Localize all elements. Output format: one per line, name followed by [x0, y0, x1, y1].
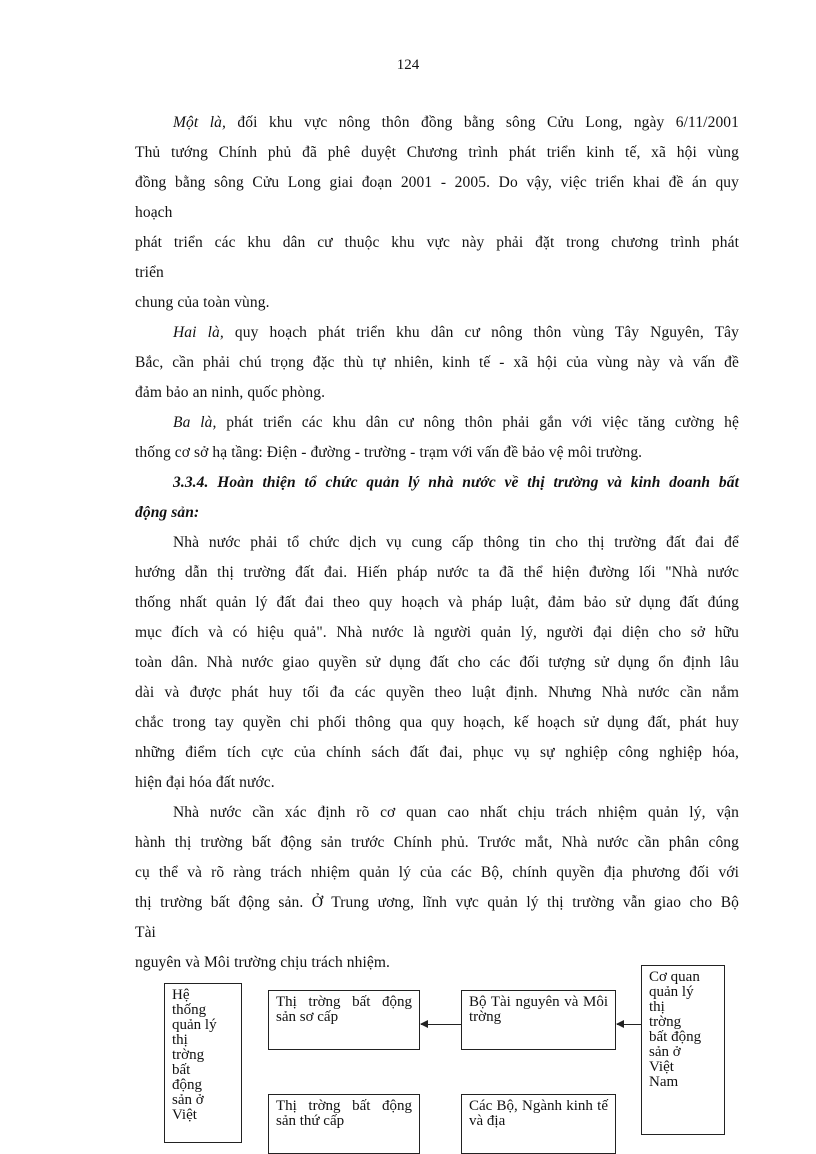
paragraph-lead: Ba là,	[173, 414, 217, 431]
diagram-primary-market-box	[268, 990, 420, 1050]
diagram-arrow-to-ministry	[617, 1024, 641, 1025]
section-heading-cont: động sản:	[135, 504, 200, 521]
paragraph-text: đối khu vực nông thôn đồng bằng sông Cửu Long, ngày 6/11/2001	[225, 114, 739, 131]
paragraph-line: đồng bằng sông Cửu Long giai đoạn 2001 - 2005. Do vậy, việc triển khai đề án quy	[135, 174, 739, 191]
paragraph-line: hướng dẫn thị trường đất đai. Hiến pháp nước ta đã thể hiện đường lối "Nhà nước	[135, 564, 739, 581]
diagram-secondary-market-label: Thị trờng bất động sản thứ cấp	[276, 1098, 412, 1129]
paragraph-line: nguyên và Môi trường chịu trách nhiệm.	[135, 954, 390, 971]
paragraph-line: những điểm tích cực của chính sách đất đai, phục vụ sự nghiệp công nghiệp hóa,	[135, 744, 739, 761]
paragraph-line: Tài	[135, 924, 156, 941]
paragraph-line: chung của toàn vùng.	[135, 294, 270, 311]
diagram-other-ministries-box	[461, 1094, 616, 1154]
paragraph-line: đảm bảo an ninh, quốc phòng.	[135, 384, 326, 401]
diagram-primary-market-label: Thị trờng bất động sản sơ cấp	[276, 994, 412, 1025]
paragraph-text: quy hoạch phát triển khu dân cư nông thôn vùng Tây Nguyên, Tây	[223, 324, 739, 341]
diagram-ministry-resources-box	[461, 990, 616, 1050]
paragraph-line: Nhà nước phải tổ chức dịch vụ cung cấp thông tin cho thị trường đất đai để	[173, 534, 739, 551]
diagram-arrow-to-primary-market	[421, 1024, 461, 1025]
paragraph-lead: Hai là,	[173, 324, 224, 341]
diagram-secondary-market-box	[268, 1094, 420, 1154]
diagram-agency-label: Cơ quan quản lý thị trờng bất động sản ở Việt Nam	[649, 969, 702, 1090]
paragraph-line: hành thị trường bất động sản trước Chính phủ. Trước mắt, Nhà nước cần phân công	[135, 834, 739, 851]
paragraph-line: thống cơ sở hạ tầng: Điện - đường - trường - trạm với vấn đề bảo vệ môi trường.	[135, 444, 643, 461]
paragraph-line	[173, 114, 739, 132]
paragraph-line: thị trường bất động sản. Ở Trung ương, lĩnh vực quản lý thị trường vẫn giao cho Bộ	[135, 894, 739, 911]
paragraph-line: chắc trong tay quyền chi phối thông qua quy hoạch, kế hoạch sử dụng đất, phát huy	[135, 714, 739, 731]
paragraph-line: mục đích và có hiệu quả". Nhà nước là người quản lý, người đại diện cho sở hữu	[135, 624, 739, 641]
diagram-system-box	[164, 983, 242, 1143]
paragraph-line: thống nhất quản lý đất đai theo quy hoạch và pháp luật, đảm bảo sử dụng đất đúng	[135, 594, 739, 611]
diagram-ministry-resources-label: Bộ Tài nguyên và Môi trờng	[469, 994, 608, 1025]
page-number: 124	[396, 57, 420, 73]
paragraph-line: phát triển các khu dân cư thuộc khu vực này phải đặt trong chương trình phát	[135, 234, 739, 251]
paragraph-line	[173, 414, 739, 432]
diagram-system-label: Hệ thống quản lý thị trờng bất động sản ở Việt	[172, 987, 217, 1123]
section-heading: 3.3.4. Hoàn thiện tổ chức quản lý nhà nước về thị trường và kinh doanh bất	[173, 474, 739, 491]
paragraph-line	[173, 324, 739, 342]
diagram-other-ministries-label: Các Bộ, Ngành kinh tế và địa	[469, 1098, 608, 1129]
paragraph-line: hiện đại hóa đất nước.	[135, 774, 275, 791]
paragraph-line: Bắc, cần phải chú trọng đặc thù tự nhiên, kinh tế - xã hội của vùng này và vấn đề	[135, 354, 739, 371]
paragraph-line: Nhà nước cần xác định rõ cơ quan cao nhất chịu trách nhiệm quản lý, vận	[173, 804, 739, 821]
paragraph-line: Thủ tướng Chính phủ đã phê duyệt Chương trình phát triển kinh tế, xã hội vùng	[135, 144, 739, 161]
paragraph-lead: Một là,	[173, 114, 226, 131]
paragraph-text: phát triển các khu dân cư nông thôn phải gắn với việc tăng cường hệ	[216, 414, 739, 431]
diagram-agency-box	[641, 965, 725, 1135]
paragraph-line: hoạch	[135, 204, 173, 221]
paragraph-line: dài và được phát huy tối đa các quyền theo luật định. Nhưng Nhà nước cần nắm	[135, 684, 739, 701]
paragraph-line: triển	[135, 264, 164, 281]
paragraph-line: toàn dân. Nhà nước giao quyền sử dụng đất cho các đối tượng sử dụng ổn định lâu	[135, 654, 739, 671]
paragraph-line: cụ thể và rõ ràng trách nhiệm quản lý của các Bộ, chính quyền địa phương đối với	[135, 864, 739, 881]
